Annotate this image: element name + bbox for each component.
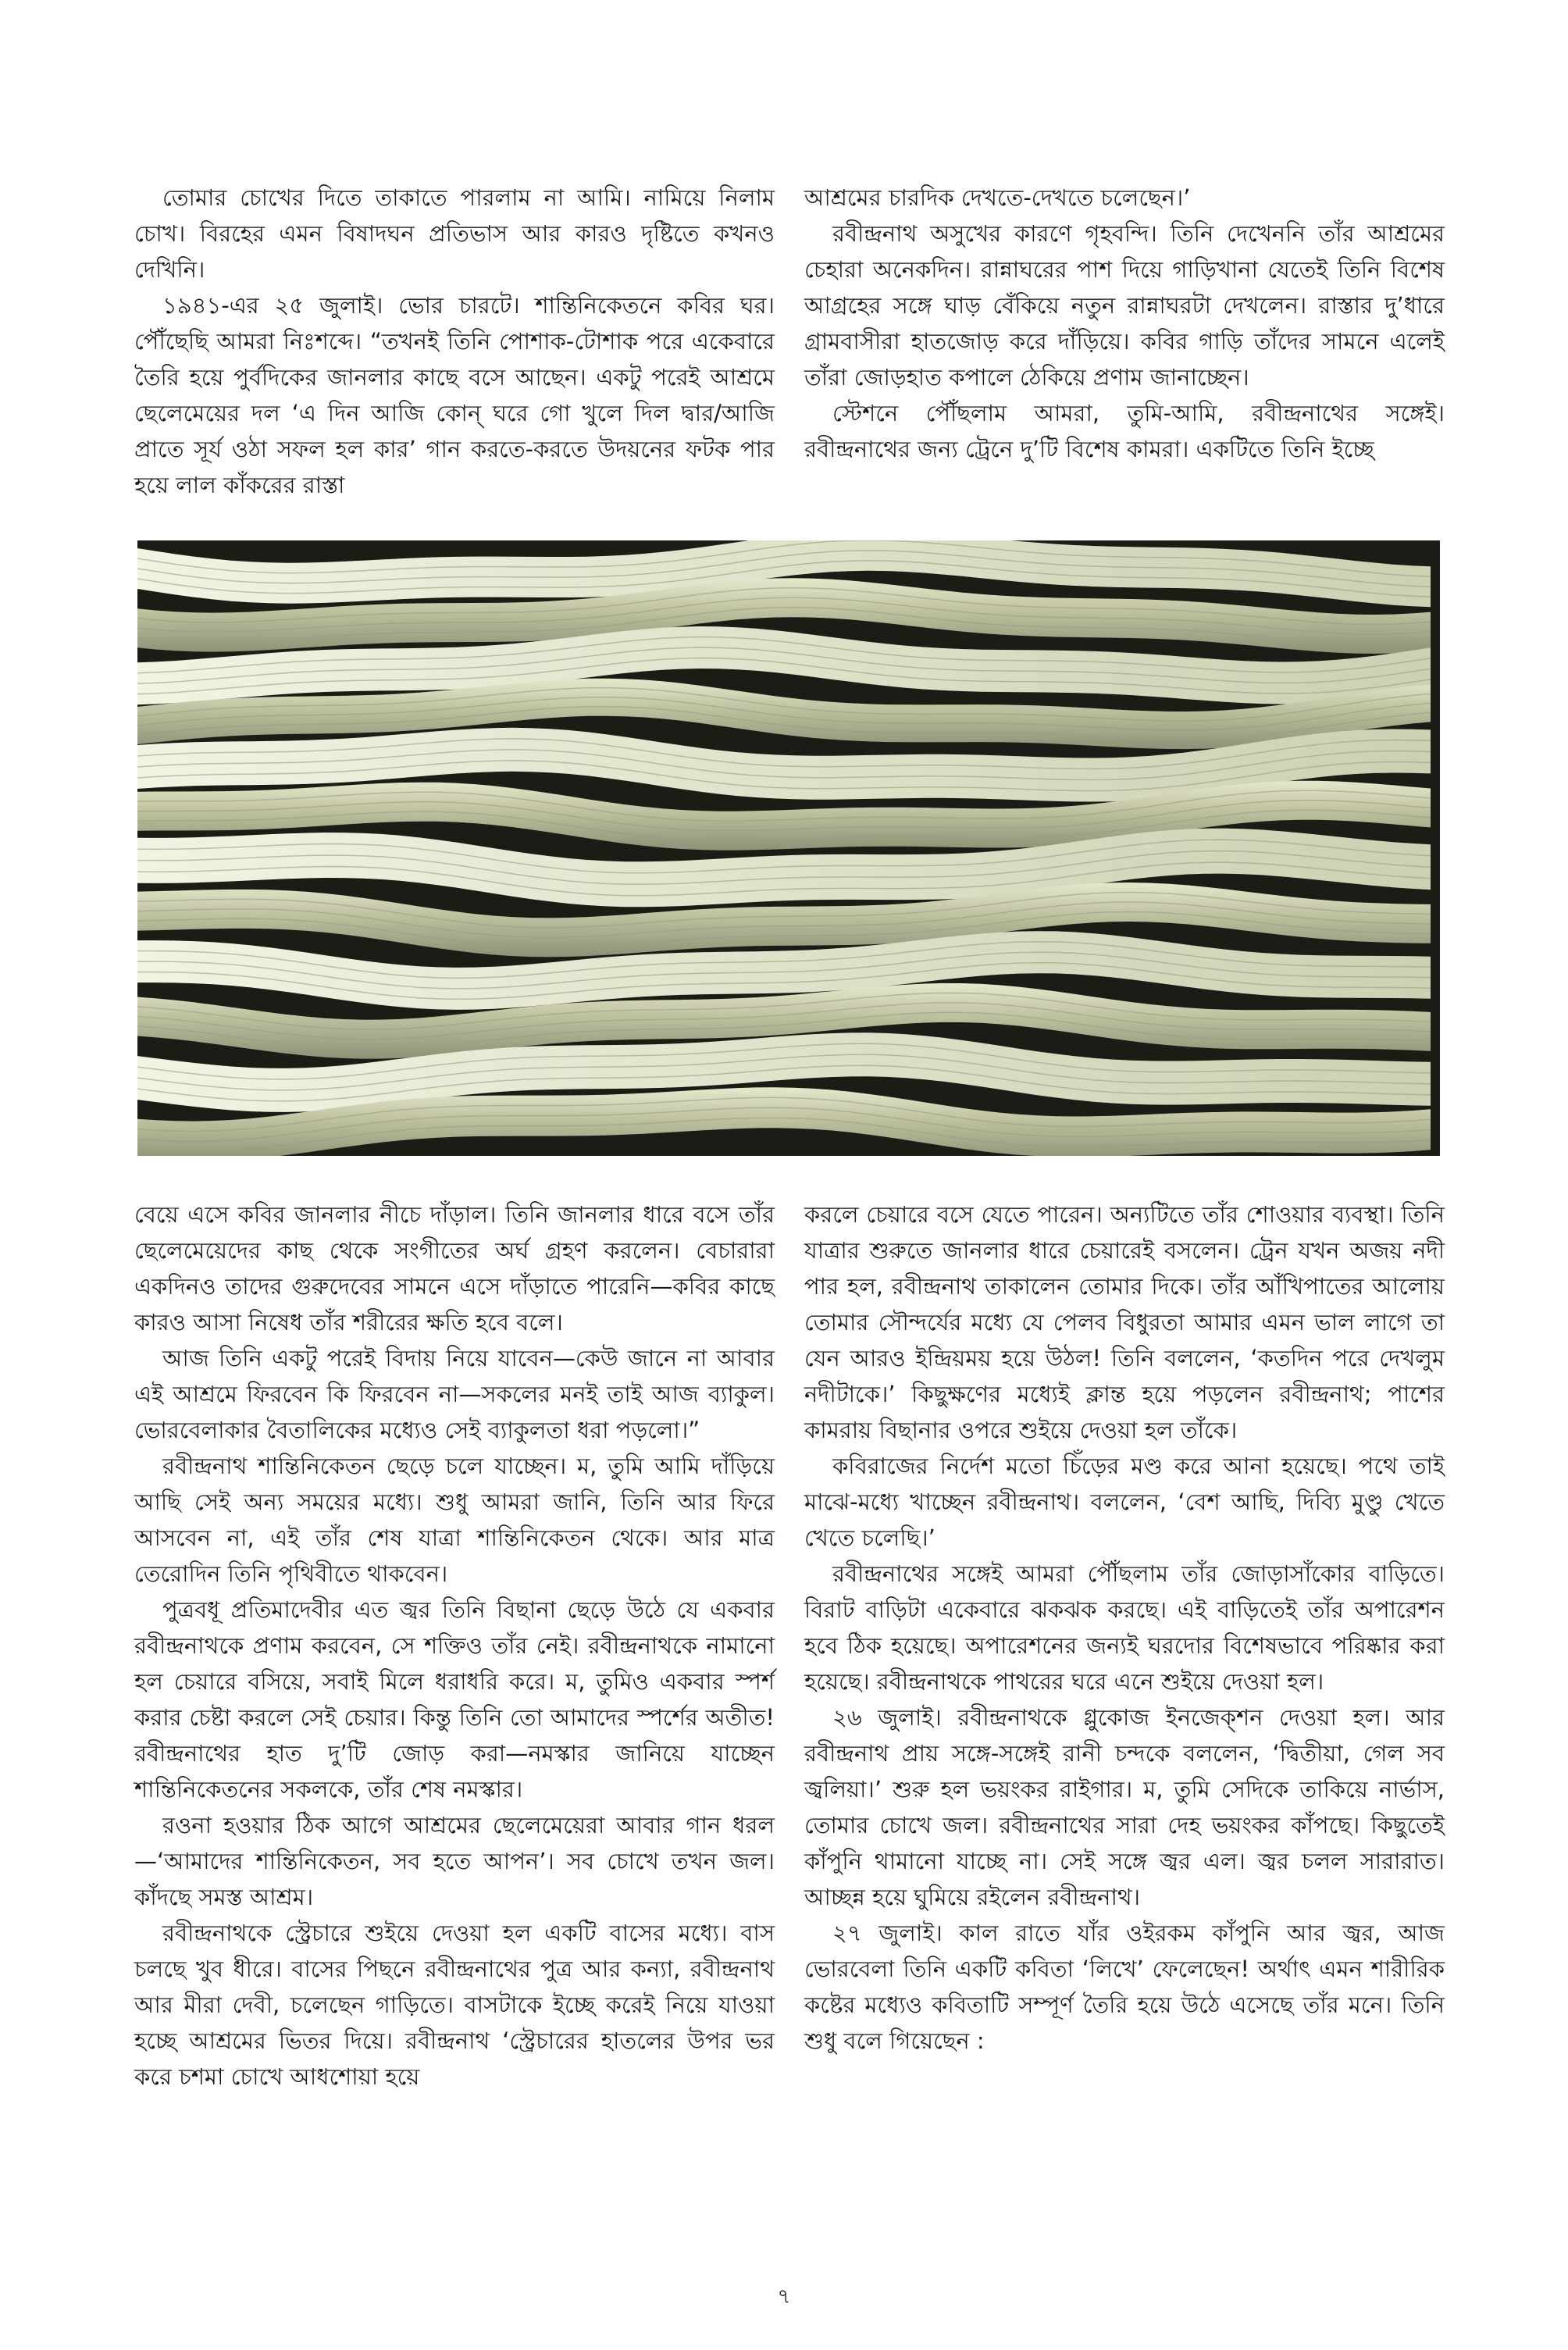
paragraph: রবীন্দ্রনাথ অসুখের কারণে গৃহবন্দি। তিনি দেখেননি তাঁর আশ্রমের চেহারা অনেকদিন। রান্নাঘরের পাশ দিয়ে গাড়িখানা যেতেই তিনি বিশেষ আগ্রহের সঙ্গে ঘাড় বেঁকিয়ে নতুন রান্নাঘরটা দেখলেন। রাস্তার দু’ধারে গ্রামবাসীরা হাতজোড় করে দাঁড়িয়ে। কবির গাড়ি তাঁদের সামনে এলেই তাঁরা জোড়হাত কপালে ঠেকিয়ে প্রণাম জানাচ্ছেন। [804, 220, 1445, 390]
paragraph: ১৯৪১-এর ২৫ জুলাই। ভোর চারটে। শান্তিনিকেতনে কবির ঘর। পৌঁছেছি আমরা নিঃশব্দে। “তখনই তিনি পোশাক-টোশাক পরে একেবারে তৈরি হয়ে পুর্বদিকের জানলার কাছে বসে আছেন। একটু পরেই আশ্রমে ছেলেমেয়ের দল ‘এ দিন আজি কোন্ ঘরে গো খুলে দিল দ্বার/আজি প্রাতে সূর্য ওঠা সফল হল কার’ গান করতে-করতে উদয়নের ফটক পার হয়ে লাল কাঁকরের রাস্তা [134, 292, 775, 498]
paragraph: রওনা হওয়ার ঠিক আগে আশ্রমের ছেলেমেয়েরা আবার গান ধরল—‘আমাদের শান্তিনিকেতন, সব হতে আপন’। সব চোখে তখন জল। কাঁদছে সমস্ত আশ্রম। [134, 1812, 775, 1910]
bottom-left-column [134, 1196, 775, 2095]
top-left-column [134, 180, 775, 503]
paragraph: বেয়ে এসে কবির জানলার নীচে দাঁড়াল। তিনি জানলার ধারে বসে তাঁর ছেলেমেয়েদের কাছ থেকে সংগীতের অর্ঘ গ্রহণ করলেন। বেচারারা একদিনও তাদের গুরুদেবের সামনে এসে দাঁড়াতে পারেনি—কবির কাছে কারও আসা নিষেধ তাঁর শরীরের ক্ষতি হবে বলে। [134, 1201, 775, 1335]
paragraph: তোমার চোখের দিতে তাকাতে পারলাম না আমি। নামিয়ে নিলাম চোখ। বিরহের এমন বিষাদঘন প্রতিভাস আর কারও দৃষ্টিতে কখনও দেখিনি। [134, 184, 775, 283]
paragraph: আজ তিনি একটু পরেই বিদায় নিয়ে যাবেন—কেউ জানে না আবার এই আশ্রমে ফিরবেন কি ফিরবেন না—সকলের মনই তাই আজ ব্যাকুল। ভোরবেলাকার বৈতালিকের মধ্যেও সেই ব্যাকুলতা ধরা পড়লো।” [134, 1345, 775, 1443]
bottom-right-column [804, 1196, 1445, 2059]
top-right-column [804, 180, 1445, 467]
paragraph: রবীন্দ্রনাথ শান্তিনিকেতন ছেড়ে চলে যাচ্ছেন। ম, তুমি আমি দাঁড়িয়ে আছি সেই অন্য সময়ের মধ্যে। শুধু আমরা জানি, তিনি আর ফিরে আসবেন না, এই তাঁর শেষ যাত্রা শান্তিনিকেতন থেকে। আর মাত্র তেরোদিন তিনি পৃথিবীতে থাকবেন। [134, 1453, 775, 1587]
paragraph: করলে চেয়ারে বসে যেতে পারেন। অন্যটিতে তাঁর শোওয়ার ব্যবস্থা। তিনি যাত্রার শুরুতে জানলার ধারে চেয়ারেই বসলেন। ট্রেন যখন অজয় নদী পার হল, রবীন্দ্রনাথ তাকালেন তোমার দিকে। তাঁর আঁখিপাতের আলোয় তোমার সৌন্দর্যের মধ্যে যে পেলব বিধুরতা আমার এমন ভাল লাগে তা যেন আরও ইন্দ্রিয়ময় হয়ে উঠল! তিনি বললেন, ‘কতদিন পরে দেখলুম নদীটাকে।’ কিছুক্ষণের মধ্যেই ক্লান্ত হয়ে পড়লেন রবীন্দ্রনাথ; পাশের কামরায় বিছানার ওপরে শুইয়ে দেওয়া হল তাঁকে। [804, 1201, 1445, 1443]
paragraph: আশ্রমের চারদিক দেখতে-দেখতে চলেছেন।’ [804, 184, 1191, 211]
paragraph: ২৭ জুলাই। কাল রাতে যাঁর ওইরকম কাঁপুনি আর জ্বর, আজ ভোরবেলা তিনি একটি কবিতা ‘লিখে’ ফেলেছেন! অর্থাৎ এমন শারীরিক কষ্টের মধ্যেও কবিতাটি সম্পূর্ণ তৈরি হয়ে উঠে এসেছে তাঁর মনে। তিনি শুধু বলে গিয়েছেন : [804, 1920, 1445, 2054]
paragraph: কবিরাজের নির্দেশ মতো চিঁড়ের মণ্ড করে আনা হয়েছে। পথে তাই মাঝে-মধ্যে খাচ্ছেন রবীন্দ্রনাথ। বললেন, ‘বেশ আছি, দিব্যি মুণ্ডু খেতে খেতে চলেছি।’ [804, 1453, 1445, 1551]
paragraph: রবীন্দ্রনাথকে স্ট্রেচারে শুইয়ে দেওয়া হল একটি বাসের মধ্যে। বাস চলছে খুব ধীরে। বাসের পিছনে রবীন্দ্রনাথের পুত্র আর কন্যা, রবীন্দ্রনাথ আর মীরা দেবী, চলেছেন গাড়িতে। বাসটাকে ইচ্ছে করেই নিয়ে যাওয়া হচ্ছে আশ্রমের ভিতর দিয়ে। রবীন্দ্রনাথ ‘স্ট্রেচারের হাতলের উপর ভর করে চশমা চোখে আধশোয়া হয়ে [134, 1920, 775, 2090]
paragraph: রবীন্দ্রনাথের সঙ্গেই আমরা পৌঁছলাম তাঁর জোড়াসাঁকোর বাড়িতে। বিরাট বাড়িটা একেবারে ঝকঝক করছে। এই বাড়িতেই তাঁর অপারেশন হবে ঠিক হয়েছে। অপারেশনের জন্যই ঘরদোর বিশেষভাবে পরিষ্কার করা হয়েছে। রবীন্দ্রনাথকে পাথরের ঘরে এনে শুইয়ে দেওয়া হল। [804, 1560, 1445, 1695]
paragraph: স্টেশনে পৌঁছলাম আমরা, তুমি-আমি, রবীন্দ্রনাথের সঙ্গেই। রবীন্দ্রনাথের জন্য ট্রেনে দু’টি বিশেষ কামরা। একটিতে তিনি ইচ্ছে [804, 400, 1445, 462]
page-number: ৭ [777, 2285, 791, 2309]
paragraph: ২৬ জুলাই। রবীন্দ্রনাথকে গ্লুকোজ ইনজেক্‌শন দেওয়া হল। আর রবীন্দ্রনাথ প্রায় সঙ্গে-সঙ্গেই রানী চন্দকে বললেন, ‘দ্বিতীয়া, গেল সব জ্বলিয়া।’ শুরু হল ভয়ংকর রাইগার। ম, তুমি সেদিকে তাকিয়ে নার্ভাস, তোমার চোখে জল। রবীন্দ্রনাথের সারা দেহ ভয়ংকর কাঁপছে। কিছুতেই কাঁপুনি থামানো যাচ্ছে না। সেই সঙ্গে জ্বর এল। জ্বর চলল সারারাত। আচ্ছন্ন হয়ে ঘুমিয়ে রইলেন রবীন্দ্রনাথ। [804, 1704, 1445, 1910]
stacked-books-photo [137, 540, 1440, 1156]
paragraph: পুত্রবধূ প্রতিমাদেবীর এত জ্বর তিনি বিছানা ছেড়ে উঠে যে একবার রবীন্দ্রনাথকে প্রণাম করবেন, সে শক্তিও তাঁর নেই। রবীন্দ্রনাথকে নামানো হল চেয়ারে বসিয়ে, সবাই মিলে ধরাধরি করে। ম, তুমিও একবার স্পর্শ করার চেষ্টা করলে সেই চেয়ার। কিন্তু তিনি তো আমাদের স্পর্শের অতীত! রবীন্দ্রনাথের হাত দু’টি জোড় করা—নমস্কার জানিয়ে যাচ্ছেন শান্তিনিকেতনের সকলকে, তাঁর শেষ নমস্কার। [134, 1596, 775, 1803]
